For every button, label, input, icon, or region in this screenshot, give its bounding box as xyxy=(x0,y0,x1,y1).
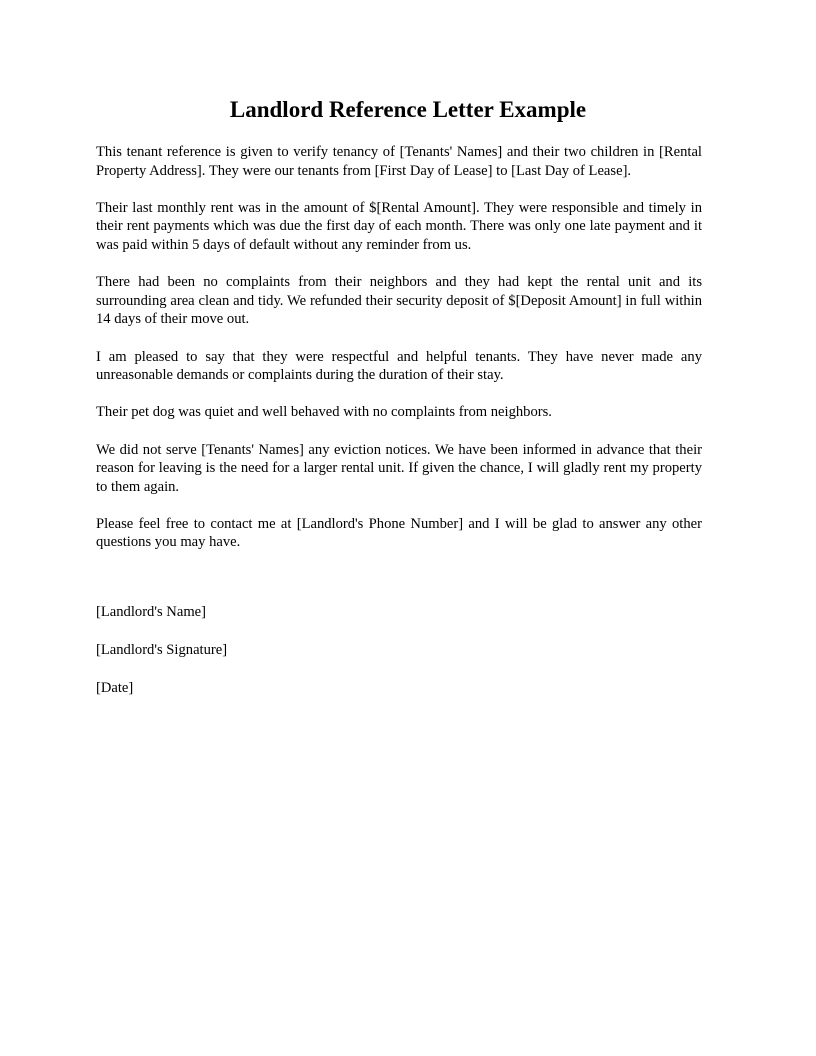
paragraph-pet: Their pet dog was quiet and well behaved with no complaints from neighbors. xyxy=(96,404,552,421)
paragraph-neighbors: There had been no complaints from their neighbors and they had kept the rental unit and its surrounding area clean and tidy. We refunded their security deposit of $[Deposit Amount] in full within 14 days of their move out. xyxy=(96,274,702,328)
paragraph-eviction: We did not serve [Tenants' Names] any eviction notices. We have been informed in advance that their reason for leaving is the need for a larger rental unit. If given the chance, I will gladly rent my property to them again. xyxy=(96,441,702,495)
paragraph-contact: Please feel free to contact me at [Landlord's Phone Number] and I will be glad to answer any other questions you may have. xyxy=(96,515,702,551)
paragraph-rent: Their last monthly rent was in the amount of $[Rental Amount]. They were responsible and timely in their rent payments which was due the first day of each month. There was only one late payment and it was paid within 5 days of default without any reminder from us. xyxy=(96,199,702,253)
landlord-signature: [Landlord's Signature] xyxy=(96,642,228,658)
paragraph-character: I am pleased to say that they were respectful and helpful tenants. They have never made any unreasonable demands or complaints during the duration of their stay. xyxy=(96,348,702,384)
letter-date: [Date] xyxy=(96,680,134,696)
paragraph-verification: This tenant reference is given to verify tenancy of [Tenants' Names] and their two children in [Rental Property Address]. They were our tenants from [First Day of Lease] to [Last Day of Lease]. xyxy=(96,144,702,179)
document-title: Landlord Reference Letter Example xyxy=(229,97,587,122)
letter-body xyxy=(96,143,702,571)
landlord-name: [Landlord's Name] xyxy=(96,604,207,620)
